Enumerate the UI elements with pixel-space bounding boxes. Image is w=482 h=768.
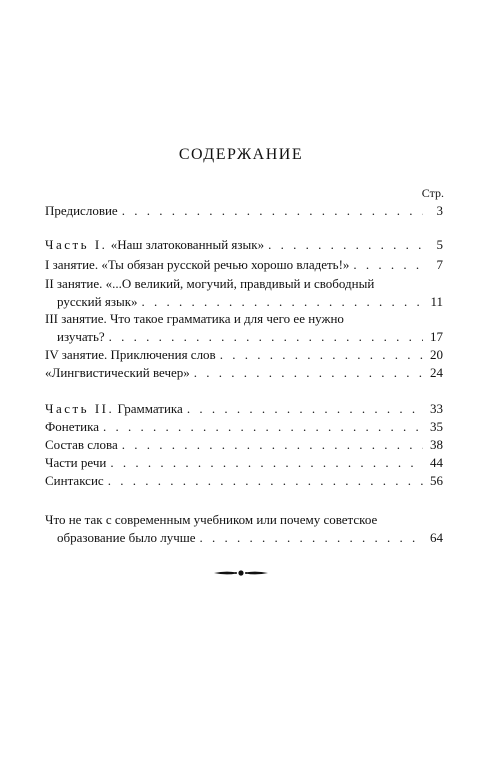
toc-entry-title: Предисловие [45,203,118,218]
toc-entry-title: Части речи [45,455,107,470]
toc-entry-page: 7 [436,257,443,272]
toc-entry[interactable] [45,256,443,274]
toc-entry-page: 11 [430,294,443,309]
toc-entry[interactable] [45,236,443,254]
toc-entry-page: 64 [430,530,443,545]
toc-entry-title: «Наш златокованный язык» [110,237,265,252]
toc-entry-title: Синтаксис [45,473,104,488]
toc-entry-page: 20 [430,347,443,362]
toc-entry-page: 56 [430,473,443,488]
leader-dots [122,202,423,220]
toc-entry-page: 3 [436,203,443,218]
toc-entry-title: Фонетика [45,419,100,434]
toc-entry-title: Состав слова [45,437,118,452]
leader-dots [187,400,423,418]
toc-entry-title: II занятие. «...О великий, могучий, правдивый и свободный [45,276,375,291]
toc-entry-title: Грамматика [117,401,183,416]
toc-part-label: Часть II. [45,401,115,416]
leader-dots [220,346,423,364]
leader-dots [353,256,423,274]
toc-entry-title-cont: изучать? [57,329,105,344]
toc-entry[interactable] [45,418,443,436]
toc-entry[interactable] [45,436,443,454]
toc-entry[interactable] [45,454,443,472]
toc-entry[interactable] [45,511,443,547]
toc-entry-title: I занятие. «Ты обязан русской речью хорошо владеть!» [45,257,350,272]
leader-dots [200,529,423,547]
toc-entry[interactable] [45,275,443,311]
leader-dots [108,472,423,490]
toc-entry[interactable] [45,202,443,220]
toc-entry-page: 33 [430,401,443,416]
toc-entry-title-cont: русский язык» [57,294,138,309]
toc-entry-page: 44 [430,455,443,470]
toc-entry-title-cont: образование было лучше [57,530,196,545]
toc-entry-page: 35 [430,419,443,434]
leader-dots [110,454,423,472]
toc-entry-page: 24 [430,365,443,380]
toc-entry-title: «Лингвистический вечер» [45,365,190,380]
page-title: СОДЕРЖАНИЕ [178,146,304,163]
toc-entry-page: 5 [436,237,443,252]
toc-entry[interactable] [45,400,443,418]
leader-dots [122,436,423,454]
leader-dots [109,328,423,346]
leader-dots [142,293,423,311]
toc-entry[interactable] [45,346,443,364]
page-column-label: Стр. [421,186,444,200]
toc-entry-title: Что не так с современным учебником или почему советское [45,512,378,527]
leader-dots [103,418,423,436]
ornament-divider-icon [212,566,270,580]
toc-entry-page: 38 [430,437,443,452]
toc-entry-title: III занятие. Что такое грамматика и для чего ее нужно [45,311,344,326]
toc-entry[interactable] [45,310,443,346]
toc-entry[interactable] [45,364,443,382]
leader-dots [194,364,423,382]
toc-part-label: Часть I. [45,237,108,252]
toc-entry[interactable] [45,472,443,490]
toc-entry-title: IV занятие. Приключения слов [45,347,216,362]
toc-entry-page: 17 [430,329,443,344]
leader-dots [268,236,423,254]
